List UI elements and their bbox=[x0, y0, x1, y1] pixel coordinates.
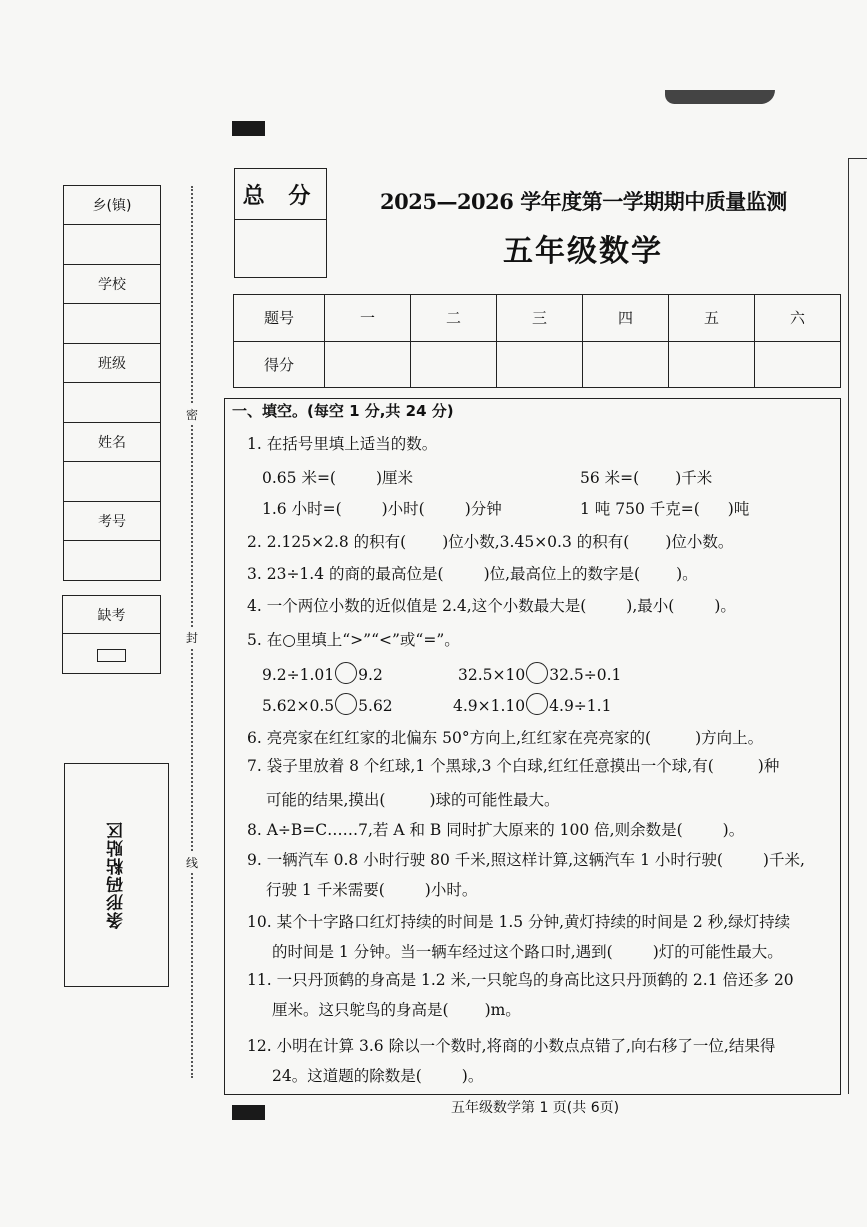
field-input-class[interactable] bbox=[64, 383, 160, 423]
score-table-score-row bbox=[234, 341, 841, 388]
field-label-school: 学校 bbox=[64, 265, 160, 304]
compare-circle[interactable] bbox=[335, 662, 357, 684]
question-5d: 4.9×1.10 4.9÷1.1 bbox=[453, 693, 611, 715]
score-cell-3[interactable] bbox=[497, 341, 583, 388]
section-number-3: 三 bbox=[497, 295, 583, 342]
score-cell-5[interactable] bbox=[669, 341, 755, 388]
score-cell-1[interactable] bbox=[325, 341, 411, 388]
score-table bbox=[233, 294, 841, 388]
section-number-2: 二 bbox=[411, 295, 497, 342]
section-number-5: 五 bbox=[669, 295, 755, 342]
compare-circle[interactable] bbox=[526, 693, 548, 715]
compare-circle[interactable] bbox=[526, 662, 548, 684]
seal-mark-xian: 线 bbox=[186, 852, 198, 873]
exam-title: 2025—2026 学年度第一学期期中质量监测 bbox=[380, 189, 787, 214]
absent-box bbox=[62, 595, 161, 674]
question-10-line2: 的时间是 1 分钟。当一辆车经过这个路口时,遇到( )灯的可能性最大。 bbox=[272, 943, 783, 961]
total-score-box bbox=[234, 168, 327, 278]
total-score-input[interactable] bbox=[235, 220, 326, 275]
field-input-school[interactable] bbox=[64, 304, 160, 344]
total-score-label: 总 分 bbox=[235, 169, 326, 220]
compare-circle[interactable] bbox=[335, 693, 357, 715]
page-edge bbox=[848, 158, 867, 1094]
field-input-name[interactable] bbox=[64, 462, 160, 502]
question-8: 8. A÷B=C……7,若 A 和 B 同时扩大原来的 100 倍,则余数是( )。 bbox=[247, 821, 745, 839]
section-heading: 一、填空。(每空 1 分,共 24 分) bbox=[232, 402, 454, 420]
field-label-town: 乡(镇) bbox=[64, 186, 160, 225]
registration-mark-top bbox=[232, 121, 265, 136]
question-4: 4. 一个两位小数的近似值是 2.4,这个小数最大是( ),最小( )。 bbox=[247, 597, 736, 615]
seal-mark-feng: 封 bbox=[186, 627, 198, 648]
question-6: 6. 亮亮家在红红家的北偏东 50°方向上,红红家在亮亮家的( )方向上。 bbox=[247, 729, 764, 747]
field-input-exam-number[interactable] bbox=[64, 541, 160, 581]
question-11-line2: 厘米。这只鸵鸟的身高是( )m。 bbox=[272, 1001, 521, 1019]
barcode-area bbox=[64, 763, 169, 987]
question-3: 3. 23÷1.4 的商的最高位是( )位,最高位上的数字是( )。 bbox=[247, 565, 698, 583]
field-input-town[interactable] bbox=[64, 225, 160, 265]
question-5-stem: 5. 在○里填上“>”“<”或“=”。 bbox=[247, 631, 460, 649]
score-cell-2[interactable] bbox=[411, 341, 497, 388]
score-cell-4[interactable] bbox=[583, 341, 669, 388]
question-7-line2: 可能的结果,摸出( )球的可能性最大。 bbox=[266, 791, 560, 809]
question-12-line2: 24。这道题的除数是( )。 bbox=[272, 1067, 484, 1085]
student-info-box bbox=[63, 185, 161, 581]
seal-mark-mi: 密 bbox=[186, 404, 198, 425]
barcode-label: 条形码粘贴区 bbox=[107, 821, 127, 929]
score-cell-6[interactable] bbox=[755, 341, 841, 388]
field-label-class: 班级 bbox=[64, 344, 160, 383]
page-footer: 五年级数学第 1 页(共 6页) bbox=[451, 1100, 620, 1116]
question-5b: 32.5×10 32.5÷0.1 bbox=[458, 662, 621, 684]
score-table-header-row bbox=[234, 295, 841, 342]
question-1-stem: 1. 在括号里填上适当的数。 bbox=[247, 435, 438, 453]
question-5c: 5.62×0.5 5.62 bbox=[262, 693, 393, 715]
corner-shadow bbox=[665, 90, 775, 104]
question-11-line1: 11. 一只丹顶鹤的身高是 1.2 米,一只鸵鸟的身高比这只丹顶鹤的 2.1 倍还多 20 bbox=[247, 971, 794, 989]
question-1a: 0.65 米=( )厘米 bbox=[262, 469, 414, 487]
question-5a: 9.2÷1.01 9.2 bbox=[262, 662, 383, 684]
question-1b: 56 米=( )千米 bbox=[580, 469, 713, 487]
question-1d: 1 吨 750 千克=( )吨 bbox=[580, 500, 750, 518]
registration-mark-bottom bbox=[232, 1105, 265, 1120]
question-2: 2. 2.125×2.8 的积有( )位小数,3.45×0.3 的积有( )位小数。 bbox=[247, 533, 734, 551]
score-table-row1-label: 题号 bbox=[234, 295, 325, 342]
section-number-6: 六 bbox=[755, 295, 841, 342]
section-number-4: 四 bbox=[583, 295, 669, 342]
question-1c: 1.6 小时=( )小时( )分钟 bbox=[262, 500, 502, 518]
field-label-exam-number: 考号 bbox=[64, 502, 160, 541]
question-7-line1: 7. 袋子里放着 8 个红球,1 个黑球,3 个白球,红红任意摸出一个球,有( )种 bbox=[247, 757, 780, 775]
field-label-name: 姓名 bbox=[64, 423, 160, 462]
score-table-row2-label: 得分 bbox=[234, 341, 325, 388]
question-10-line1: 10. 某个十字路口红灯持续的时间是 1.5 分钟,黄灯持续的时间是 2 秒,绿灯持续 bbox=[247, 913, 791, 931]
question-12-line1: 12. 小明在计算 3.6 除以一个数时,将商的小数点点错了,向右移了一位,结果得 bbox=[247, 1037, 776, 1055]
question-9-line2: 行驶 1 千米需要( )小时。 bbox=[266, 881, 478, 899]
absent-label: 缺考 bbox=[63, 596, 160, 634]
section-number-1: 一 bbox=[325, 295, 411, 342]
absent-checkbox[interactable] bbox=[97, 649, 126, 662]
exam-subject: 五年级数学 bbox=[503, 234, 663, 269]
question-9-line1: 9. 一辆汽车 0.8 小时行驶 80 千米,照这样计算,这辆汽车 1 小时行驶( )千米, bbox=[247, 851, 805, 869]
